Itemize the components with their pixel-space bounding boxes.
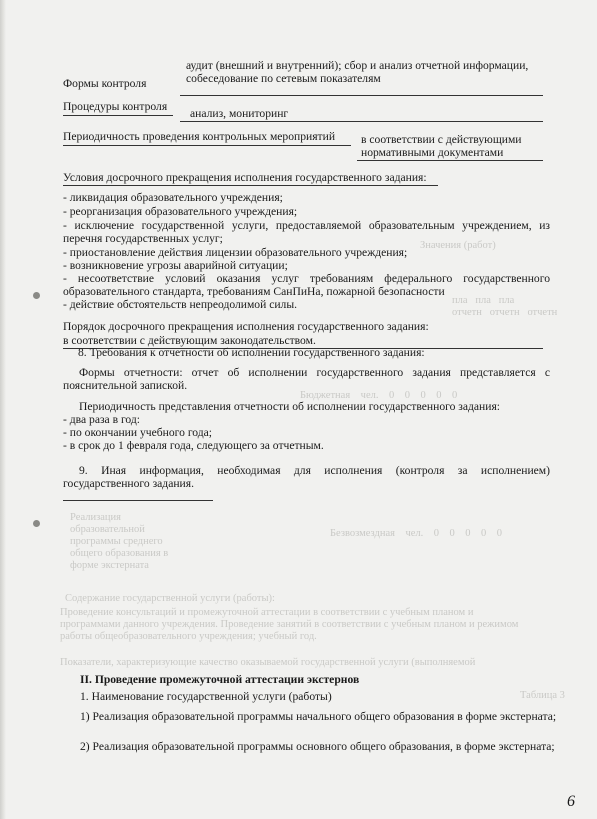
- underline: [63, 185, 438, 186]
- underline: [63, 145, 351, 146]
- control-periodicity-value: нормативными документами: [361, 146, 504, 159]
- document-page: Безвозмездная чел. 0 0 0 0 0 Реализация образовательной программы среднего общего образования в форме экстерната Содержание государственной услуги (работы): Проведение консультаций и промежуточной аттестации в соответствии с учебным планом и программами данного учреждения. Проведение занятий в соответствии с учебным планом и режимом работы общеобразовательного учреждения; учебный год. Показатели, характеризующие качество оказываемой государственной услуги (выполняемой Таблица 3 Бюджетная чел. 0 0 0 0 0 Значения (работ) пла пла пла отчетн отчетн отчетн аудит (внешний и внутренний); сбор и анализ отчетной информации, собеседование по сетевым показателям Формы контроля Процедуры контроля анализ, мониторинг Периодичность проведения контрольных мероприятий в соответствии с действующими нормативными документами Условия досрочного прекращения исполнения государственного задания: - ликвидация образовательного учреждения; - реорганизация образовательного учреждения; - исключение государственной услуги, предоставляемой образовательным учреждением, из перечня государственных услуг; - приостановление действия лицензии образовательного учреждения; - возникновение угрозы аварийной ситуации; - несоответствие условий оказания услуг требованиям федерального государственного образовательного стандарта, требованиям СанПиНа, пожарной безопасности - действие обстоятельств непреодолимой силы. Порядок досрочного прекращения исполнения государственного задания: в соответствии с действующим законодательством. 8. Требования к отчетности об исполнении государственного задания: Формы отчетности: отчет об исполнении государственного задания представляется с пояснительной запиской. Периодичность представления отчетности об исполнении государственного задания: - два раза в год: - по окончании учебного года; - в срок до 1 февраля года, следующего за отчетным. 9. Иная информация, необходимая для исполнения (контроля за исполнением) государственного задания. II. Проведение промежуточной аттестации экстернов 1. Наименование государственной услуги (работы) 1) Реализация образовательной программы начального общего образования в форме экстерната; 2) Реализация образовательной программы основного общего образования, в форме экстерната; 6: [0, 0, 597, 819]
- early-termination-heading: Условия досрочного прекращения исполнения государственного задания:: [63, 171, 427, 184]
- reporting-periodicity-heading: Периодичность представления отчетности об исполнении государственного задания:: [79, 400, 501, 413]
- underline: [180, 121, 543, 122]
- page-number: 6: [567, 793, 575, 810]
- other-info: 9. Иная информация, необходимая для исполнения (контроля за исполнением) государственного задания.: [63, 464, 550, 490]
- punch-hole: [33, 292, 40, 299]
- control-forms-value: аудит (внешний и внутренний); сбор и анализ отчетной информации,: [186, 59, 529, 72]
- underline: [180, 95, 543, 96]
- underline: [63, 500, 213, 501]
- service-item: 2) Реализация образовательной программы основного общего образования, в форме экстерната;: [80, 740, 555, 753]
- reporting-periodicity-item: - по окончании учебного года;: [63, 426, 213, 439]
- control-procedures-label: Процедуры контроля: [63, 100, 168, 113]
- section-title: II. Проведение промежуточной аттестации экстернов: [80, 673, 360, 686]
- reporting-forms: Формы отчетности: отчет об исполнении государственного задания представляется с пояснительной запиской.: [63, 366, 550, 392]
- service-item: 1) Реализация образовательной программы начального общего образования в форме экстерната;: [80, 710, 557, 723]
- termination-condition: - исключение государственной услуги, предоставляемой образовательным учреждением, из перечня государственных услуг;: [63, 219, 550, 245]
- reporting-periodicity-item: - в срок до 1 февраля года, следующего за отчетным.: [63, 439, 324, 452]
- control-forms-label: Формы контроля: [63, 77, 147, 90]
- underline: [63, 115, 173, 116]
- termination-order-heading: Порядок досрочного прекращения исполнения государственного задания:: [63, 320, 429, 333]
- reporting-periodicity-item: - два раза в год:: [63, 413, 141, 426]
- service-name-heading: 1. Наименование государственной услуги (работы): [80, 690, 332, 703]
- termination-condition: - действие обстоятельств непреодолимой силы.: [63, 298, 298, 311]
- termination-order-value: в соответствии с действующим законодательством.: [63, 334, 316, 347]
- termination-condition: - ликвидация образовательного учреждения;: [63, 191, 283, 204]
- underline: [357, 160, 543, 161]
- termination-condition: - возникновение угрозы аварийной ситуации;: [63, 259, 288, 272]
- termination-condition: - реорганизация образовательного учреждения;: [63, 205, 298, 218]
- control-procedures-value: анализ, мониторинг: [190, 107, 289, 120]
- control-periodicity-label: Периодичность проведения контрольных мероприятий: [63, 130, 336, 143]
- reporting-heading: 8. Требования к отчетности об исполнении государственного задания:: [78, 346, 425, 359]
- control-forms-value: собеседование по сетевым показателям: [186, 72, 381, 85]
- page-edge-shadow: [0, 0, 6, 819]
- punch-hole: [33, 520, 40, 527]
- termination-condition: - приостановление действия лицензии образовательного учреждения;: [63, 246, 408, 259]
- termination-condition: - несоответствие условий оказания услуг требованиям федерального государственного образовательного стандарта, требованиям СанПиНа, пожарной безопасности: [63, 272, 550, 298]
- control-periodicity-value: в соответствии с действующими: [361, 133, 522, 146]
